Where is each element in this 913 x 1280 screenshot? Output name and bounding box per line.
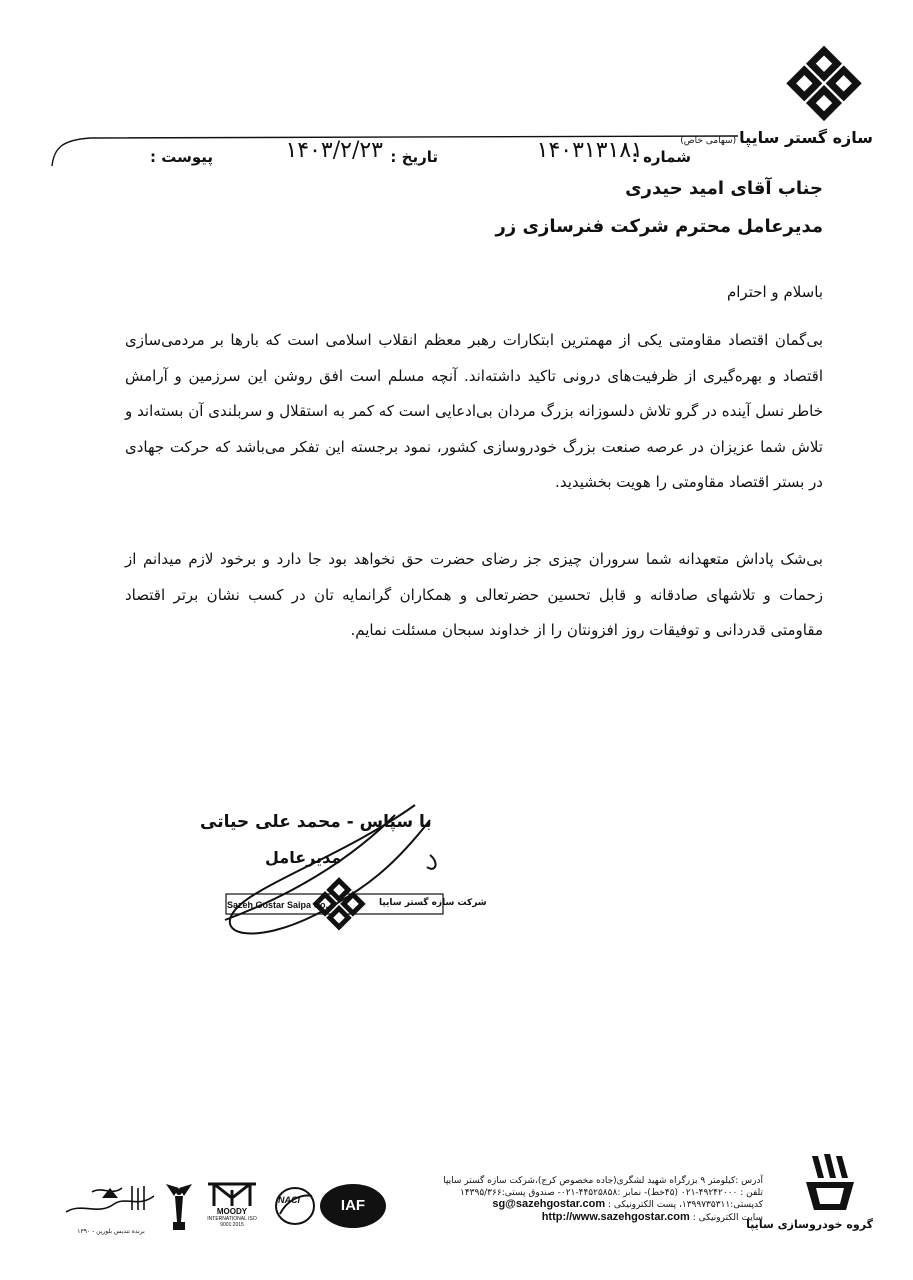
handwritten-date [285, 138, 383, 163]
calligraphy-award-logo-icon [62, 1182, 158, 1222]
footer-website-label: سایت الکترونیکی : [692, 1212, 763, 1223]
stamp-persian-text: شرکت سازه گستر سایپا [379, 898, 487, 908]
saipa-group-logo-icon [802, 1152, 858, 1214]
footer-email-link[interactable]: sg@sazehgostar.com [492, 1198, 606, 1210]
greeting: باسلام و احترام [726, 283, 823, 301]
iaf-logo: IAF [320, 1184, 386, 1228]
handwritten-number [537, 138, 643, 163]
footer-contact [443, 1176, 763, 1224]
number-value: ۱۴۰۳۱۳۱۸۱ [536, 138, 643, 163]
recipient-name: جناب آقای امید حیدری [625, 178, 823, 199]
footer-group-name: گروه خودروسازی سایپا [746, 1218, 873, 1231]
recipient-title: مدیرعامل محترم شرکت فنرسازی زر [495, 216, 823, 237]
stamp-english-text: Sazeh Gostar Saipa Co. [227, 900, 329, 910]
moody-label: MOODY [216, 1207, 248, 1216]
moody-subtitle: INTERNATIONAL ISO 9001:2015 [207, 1216, 257, 1228]
company-name-text: سازه گستر سایپا [739, 128, 873, 147]
award-statue-icon [162, 1182, 196, 1232]
company-logo-icon [783, 44, 865, 126]
date-field [390, 148, 438, 166]
footer-website-link[interactable]: http://www.sazehgostar.com [541, 1210, 690, 1223]
body-paragraph: بی‌شک پاداش متعهدانه شما سروران چیزی جز رضای حضرت حق نخواهد بود جا دارد و برخود لازم میدانم از زحمات و تلاشهای صادقانه و قابل تحسین حضرتعالی و همکاران گرانمایه تان در کسب نشان برتر اقتصاد مقاومتی قدردانی و توفیقات روز افزونتان را از خداوند سبحان مسئلت نمایم. [125, 550, 823, 639]
body-paragraph: بی‌گمان اقتصاد مقاومتی یکی از مهمترین ابتکارات رهبر معظم انقلاب اسلامی است که بارها بر مردمی‌سازی اقتصاد و بهره‌گیری از ظرفیت‌های درونی تاکید داشته‌اند. آنچه مسلم است افق روشن این سرزمین و آرامش خاطر نسل آینده در گرو تلاش دلسوزانه بزرگ مردان بی‌ادعایی است که کمر به استقلال و سربلندی آن بسته‌اند و تلاش شما عزیزان در عرصه صنعت بزرگ خودروسازی کشور، نمود برجسته این تفکر می‌باشد که حرکت جهادی در بستر اقتصاد مقاومتی را هویت بخشیدید. [125, 331, 823, 491]
signer-title: مدیرعامل [265, 848, 342, 867]
certification-logos [62, 1176, 402, 1236]
company-type: (سهامی خاص) [680, 136, 737, 146]
date-label: تاریخ : [390, 148, 438, 166]
signer-name: با سپاس - محمد علی حیاتی [200, 812, 432, 832]
naci-logo-icon [274, 1184, 316, 1228]
footer-address: آدرس :کیلومتر ۹ بزرگراه شهید لشگری(جاده مخصوص کرج)،شرکت سازه گستر سایپا [443, 1176, 763, 1186]
number-label: شماره : [631, 148, 691, 166]
naci-logo-text: NACI [278, 1195, 300, 1205]
attachment-label: پیوست : [150, 148, 214, 166]
footer-website-row [443, 1212, 763, 1225]
date-value: ۱۴۰۳/۲/۲۳ [285, 138, 383, 163]
footer-phone: تلفن : ۴۹۲۴۲۰۰۰-۰۲۱ (۴۵خط)- نمابر :۴۴۵۲۵۸۵۸-۰۲۱- صندوق پستی:۱۴۳۹۵/۳۶۶ [459, 1187, 763, 1198]
footer-postal-label: کدپستی:۱۳۹۹۷۳۵۳۱۱، پست الکترونیکی : [608, 1200, 763, 1210]
calligraphy-award-caption: برنده تندیس بلورین - ۱۳۹۰ [77, 1228, 145, 1235]
